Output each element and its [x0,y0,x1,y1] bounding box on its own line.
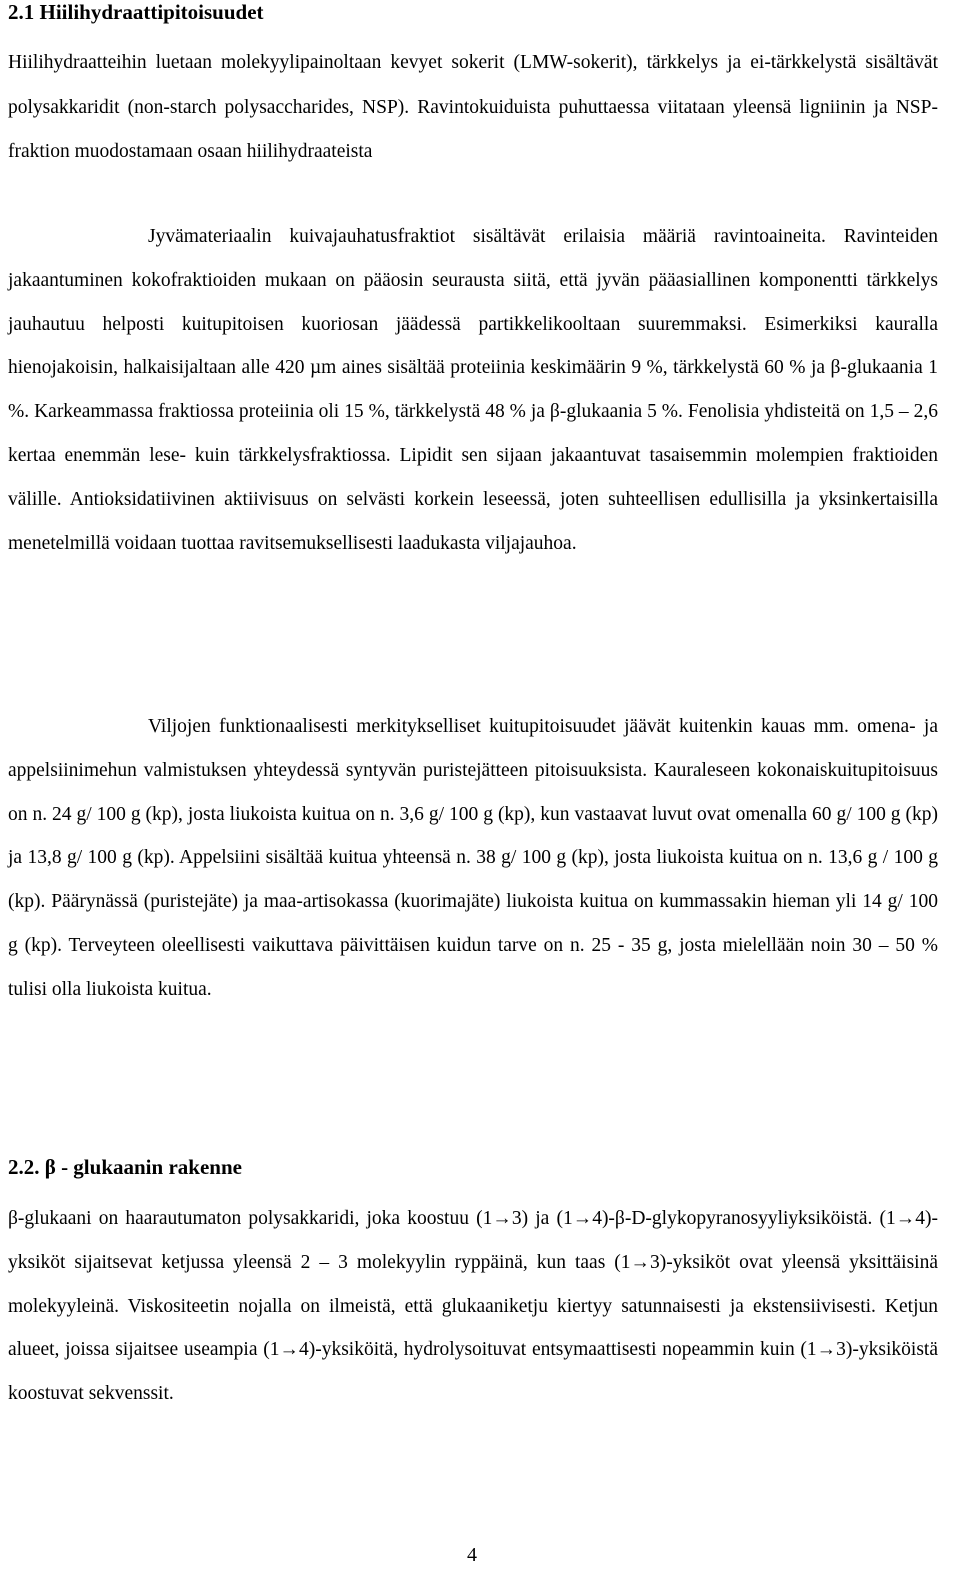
body-paragraph: Viljojen funktionaalisesti merkitykselliset kuitupitoisuudet jäävät kuitenkin kauas mm. omena- ja appelsiinimehun valmistuksen yhteydessä syntyvän puristejätteen pitoisuuksista. Kauraleseen kokonaiskuitupitoisuus on n. 24 g/ 100 g (kp), josta liukoista kuitua on n. 3,6 g/ 100 g (kp), kun vastaavat luvut ovat omenalla 60 g/ 100 g (kp) ja 13,8 g/ 100 g (kp). Appelsiini sisältää kuitua yhteensä n. 38 g/ 100 g (kp), josta liukoista kuitua on n. 13,6 g / 100 g (kp). Päärynässä (puristejäte) ja maa-artisokassa (kuorimajäte) liukoista kuitua on kummassakin hieman yli 14 g/ 100 g (kp). Terveyteen oleellisesti vaikuttava päivittäisen kuidun tarve on n. 25 - 35 g, josta mielellään noin 30 – 50 % tulisi olla liukoista kuitua. [8,716,938,1000]
body-paragraph: Jyvämateriaalin kuivajauhatusfraktiot sisältävät erilaisia määriä ravintoaineita. Ravinteiden jakaantuminen kokofraktioiden mukaan on pääosin seurausta siitä, että jyvän pääasiallinen komponentti tärkkelys jauhautuu helposti kuitupitoisen kuoriosan jäädessä partikkelikooltaan suuremmaksi. Esimerkiksi kauralla hienojakoisin, halkaisijaltaan alle 420 µm aines sisältää proteiinia keskimäärin 9 %, tärkkelystä 60 % ja β-glukaania 1 %. Karkeammassa fraktiossa proteiinia oli 15 %, tärkkelystä 48 % ja β-glukaania 5 %. Fenolisia yhdisteitä on 1,5 – 2,6 kertaa enemmän lese- kuin tärkkelysfraktiossa. Lipidit sen sijaan jakaantuvat tasaisemmin molempien fraktioiden välille. Antioksidatiivinen aktiivisuus on selvästi korkein leseessä, joten suhteellisen edullisilla ja yksinkertaisilla menetelmillä voidaan tuottaa ravitsemuksellisesti laadukasta viljajauhoa. [8,226,938,554]
body-paragraph: β-glukaani on haarautumaton polysakkaridi, joka koostuu (1→3) ja (1→4)-β-D-glykopyranosyyliyksiköistä. (1→4)-yksiköt sijaitsevat ketjussa yleensä 2 – 3 molekyylin ryppäinä, kun taas (1→3)-yksiköt ovat yleensä yksittäisinä molekyyleinä. Viskositeetin nojalla on ilmeistä, että glukaaniketju kiertyy satunnaisesti ja ekstensiivisesti. Ketjun alueet, joissa sijaitsee useampia (1→4)-yksiköitä, hydrolysoituvat entsymaattisesti nopeammin kuin (1→3)-yksiköistä koostuvat sekvenssit. [8,1208,938,1405]
section-heading-hiilihydraattipitoisuudet: 2.1 Hiilihydraattipitoisuudet [8,0,264,24]
section-heading-beta-glukaani: 2.2. β - glukaanin rakenne [8,1155,242,1179]
page-number: 4 [467,1544,477,1566]
body-paragraph: Hiilihydraatteihin luetaan molekyylipainoltaan kevyet sokerit (LMW-sokerit), tärkkelys ja ei-tärkkelystä sisältävät polysakkaridit (non-starch polysaccharides, NSP). Ravintokuiduista puhuttaessa viitataan yleensä ligniinin ja NSP-fraktion muodostamaan osaan hiilihydraateista [8,52,938,162]
